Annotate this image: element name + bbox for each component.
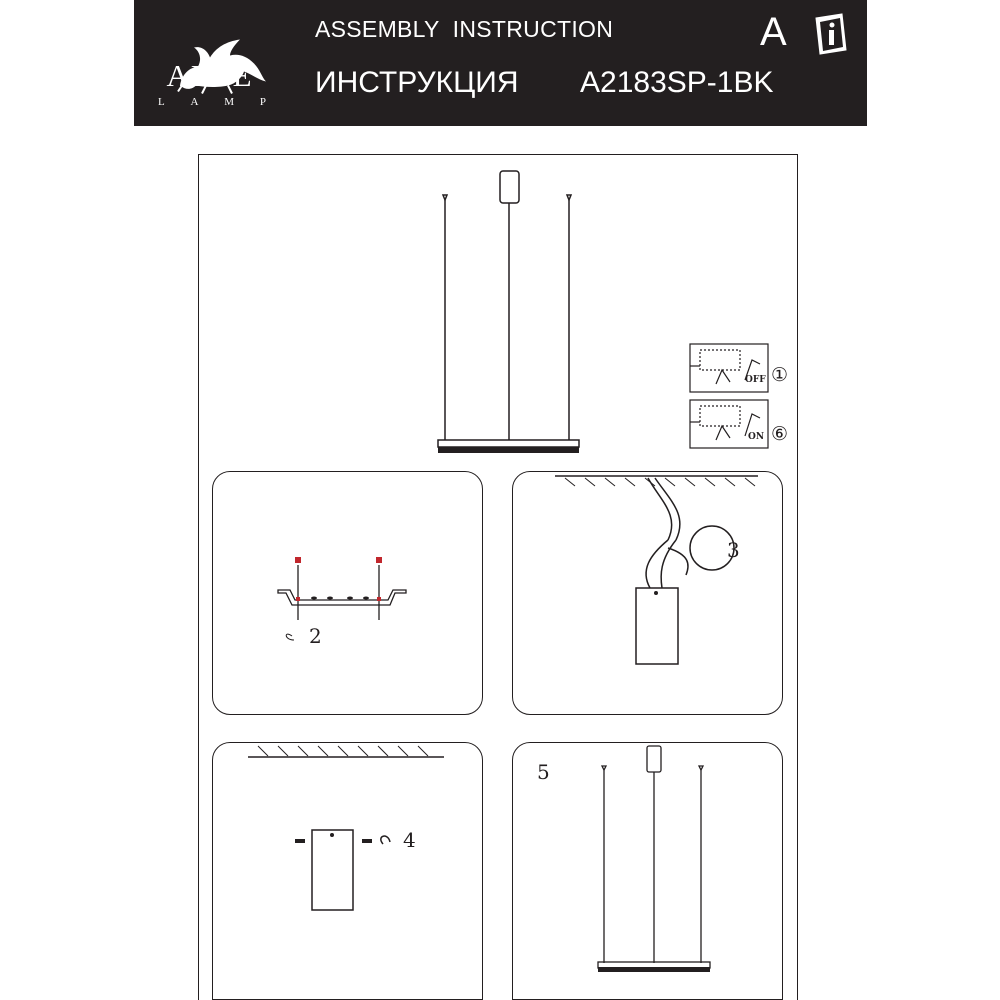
brand-sub-letter: L <box>158 96 165 108</box>
step-2-label: 2 <box>309 624 322 648</box>
step-5-label: 5 <box>537 760 550 784</box>
assembly-instruction-title: ASSEMBLY INSTRUCTION <box>315 16 614 42</box>
switch-on-label: ON <box>748 432 765 442</box>
section-letter: A <box>760 10 787 54</box>
instruction-title-ru: ИНСТРУКЦИЯ <box>315 66 519 99</box>
brand-logo-text: ARTE <box>166 58 254 93</box>
step-4-label: 4 <box>403 828 416 852</box>
step-1-marker: ① <box>771 364 789 386</box>
step-3-label: 3 <box>727 538 740 562</box>
switch-off-label: OFF <box>745 375 766 385</box>
brand-sub-letter: M <box>224 96 235 108</box>
brand-sub-letter: A <box>190 96 199 108</box>
model-number: A2183SP-1BK <box>580 66 774 99</box>
step-6-marker: ⑥ <box>771 423 789 445</box>
brand-sub-letter: P <box>259 96 266 108</box>
